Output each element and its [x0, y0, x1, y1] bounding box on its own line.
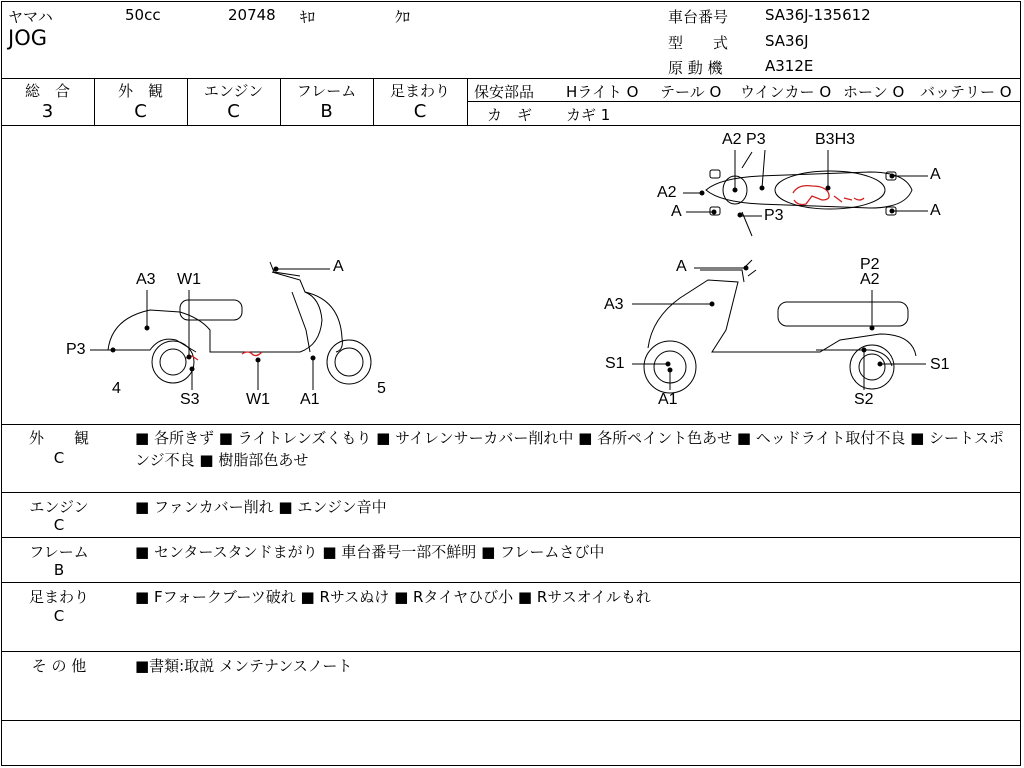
- label-top-a2-left: A2: [657, 184, 677, 201]
- mileage-unit: ｷﾛ: [300, 8, 316, 26]
- remarks-divider: [1, 720, 1021, 721]
- model-name: JOG: [8, 26, 47, 50]
- label-right-a: A: [676, 258, 687, 275]
- label-left-a1: A1: [300, 391, 320, 408]
- frame-grade-label: フレーム: [296, 82, 357, 100]
- remark-frame-grade: B: [53, 561, 65, 579]
- maker-name: ヤマハ: [8, 8, 53, 26]
- label-left-5: 5: [377, 380, 386, 397]
- label-right-s2: S2: [854, 391, 874, 408]
- remarks-top-border: [1, 424, 1021, 425]
- label-top-a-left: A: [671, 203, 682, 220]
- label-right-s1-right: S1: [930, 356, 950, 373]
- safety-battery: バッテリー O: [920, 83, 1012, 101]
- label-right-s1-left: S1: [605, 355, 625, 372]
- label-left-w1-upper: W1: [177, 271, 201, 288]
- remarks-divider: [1, 582, 1021, 583]
- displacement: 50cc: [125, 6, 161, 24]
- engine-code: A312E: [765, 57, 814, 75]
- label-right-a3: A3: [604, 296, 624, 313]
- label-top-a-right-lower: A: [930, 202, 941, 219]
- remark-other-text: ■書類:取説 メンテナンスノート: [135, 657, 353, 675]
- model-code: SA36J: [765, 32, 809, 50]
- label-left-w1-lower: W1: [246, 391, 270, 408]
- safety-headlight: Hライト O: [566, 83, 639, 101]
- color: ｸﾛ: [395, 8, 411, 26]
- label-top-a2p3: A2 P3: [722, 131, 766, 148]
- key-label: カ ギ: [487, 106, 533, 124]
- safety-horn: ホーン O: [843, 83, 905, 101]
- engine-grade: C: [227, 101, 240, 122]
- remark-other-label: そ の 他: [31, 657, 87, 675]
- label-left-a3: A3: [136, 271, 156, 288]
- exterior-grade: C: [134, 101, 147, 122]
- label-right-a2: A2: [860, 271, 880, 288]
- remark-suspension-text: ■ Fフォークブーツ破れ ■ Rサスぬけ ■ Rタイヤひび小 ■ Rサスオイルもれ: [135, 588, 651, 606]
- overall-grade: 3: [41, 101, 54, 122]
- label-top-b3h3: B3H3: [815, 131, 856, 148]
- engine-code-label: 原 動 機: [668, 59, 723, 77]
- frame-grade: B: [320, 101, 333, 122]
- safety-taillight: テール O: [660, 83, 722, 101]
- remark-frame-label: フレーム: [29, 543, 89, 561]
- model-code-label: 型 式: [668, 34, 729, 52]
- remark-suspension-label: 足まわり: [28, 588, 89, 606]
- exterior-grade-label: 外 観: [117, 82, 163, 100]
- suspension-grade: C: [413, 101, 427, 122]
- frame-no: SA36J-135612: [765, 6, 871, 24]
- remark-frame-text: ■ センタースタンドまがり ■ 車台番号一部不鮮明 ■ フレームさび中: [135, 543, 605, 561]
- safety-winker: ウインカー O: [740, 83, 832, 101]
- damage-marks: [186, 186, 864, 360]
- remark-engine-label: エンジン: [29, 498, 89, 516]
- remark-engine-text: ■ ファンカバー削れ ■ エンジン音中: [135, 498, 387, 516]
- frame-no-label: 車台番号: [668, 8, 729, 26]
- scooter-top-view: [706, 152, 912, 236]
- safety-parts-label: 保安部品: [474, 83, 535, 101]
- label-left-4: 4: [112, 380, 121, 397]
- remarks-divider: [1, 651, 1021, 652]
- remark-exterior-label: 外 観: [28, 429, 89, 447]
- label-left-a: A: [333, 258, 344, 275]
- engine-grade-label: エンジン: [203, 82, 264, 100]
- remark-suspension-grade: C: [53, 607, 65, 625]
- remarks-divider: [1, 492, 1021, 493]
- label-left-s3: S3: [180, 391, 200, 408]
- remark-exterior-grade: C: [53, 449, 65, 467]
- label-top-a-right-upper: A: [930, 166, 941, 183]
- overall-grade-label: 総 合: [24, 82, 70, 100]
- label-right-a1: A1: [658, 391, 678, 408]
- suspension-grade-label: 足まわり: [389, 82, 450, 100]
- remark-exterior-text: ■ 各所きず ■ ライトレンズくもり ■ サイレンサーカバー削れ中 ■ 各所ペイント色あせ ■ ヘッドライト取付不良 ■ シートスポンジ不良 ■ 樹脂部色あせ: [135, 429, 1004, 469]
- remark-engine-grade: C: [53, 516, 65, 534]
- mileage: 20748: [228, 6, 276, 24]
- key-value: カギ 1: [566, 106, 611, 124]
- label-top-p3: P3: [764, 207, 784, 224]
- label-left-p3: P3: [66, 341, 86, 358]
- remarks-divider: [1, 537, 1021, 538]
- label-right-p2: P2: [860, 256, 880, 273]
